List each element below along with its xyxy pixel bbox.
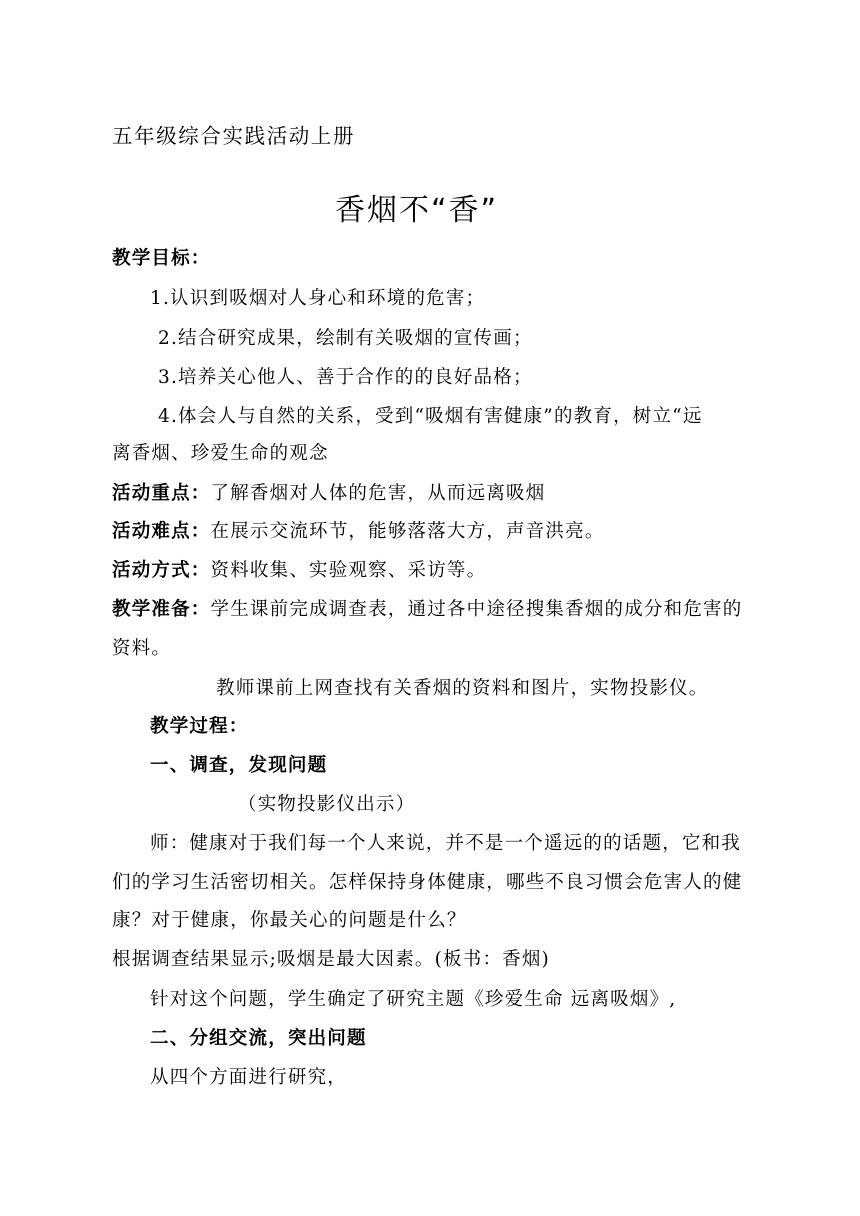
objective-item-4-cont: 离香烟、珍爱生命的观念 [112, 443, 329, 464]
research-topic: 针对这个问题，学生确定了研究主题《珍爱生命 远离吸烟》, [150, 989, 677, 1010]
method-line [112, 559, 486, 583]
lesson-title: 香烟不“香” [335, 193, 499, 228]
preparation-line [112, 598, 742, 622]
section2-text: 从四个方面进行研究， [150, 1067, 348, 1088]
difficulty-text: 在展示交流环节，能够落落大方，声音洪亮。 [210, 521, 605, 542]
difficulty-line [112, 520, 605, 544]
paragraph-line: 康？对于健康，你最关心的问题是什么？ [112, 910, 467, 931]
key-point-label: 活动重点： [112, 483, 211, 504]
projector-note: （实物投影仪出示） [238, 794, 416, 815]
teacher-preparation: 教师课前上网查找有关香烟的资料和图片，实物投影仪。 [216, 678, 709, 699]
paragraph-line: 们的学习生活密切相关。怎样保持身体健康，哪些不良习惯会危害人的健 [112, 872, 743, 893]
section1-heading: 一、调查，发现问题 [150, 755, 328, 776]
objective-item-4: 4.体会人与自然的关系，受到“吸烟有害健康”的教育，树立“远 [158, 406, 703, 427]
difficulty-label: 活动难点： [112, 521, 211, 542]
preparation-cont: 资料。 [112, 638, 172, 659]
survey-result: 根据调查结果显示;吸烟是最大因素。(板书：香烟) [112, 949, 550, 970]
process-label: 教学过程： [150, 716, 249, 737]
objective-item-1: 1.认识到吸烟对人身心和环境的危害； [150, 288, 486, 309]
preparation-text: 学生课前完成调查表，通过各中途径搜集香烟的成分和危害的 [210, 599, 743, 620]
method-text: 资料收集、实验观察、采访等。 [210, 560, 487, 581]
key-point-line [112, 482, 545, 506]
preparation-label: 教学准备： [112, 599, 211, 620]
grade-header: 五年级综合实践活动上册 [112, 124, 356, 148]
objective-item-2: 2.结合研究成果，绘制有关吸烟的宣传画； [158, 328, 533, 349]
paragraph-line: 师：健康对于我们每一个人来说，并不是一个遥远的的话题，它和我 [150, 833, 742, 854]
objectives-label: 教学目标： [112, 248, 211, 269]
section2-heading: 二、分组交流，突出问题 [150, 1028, 367, 1049]
key-point-text: 了解香烟对人体的危害，从而远离吸烟 [210, 483, 546, 504]
objective-item-3: 3.培养关心他人、善于合作的的良好品格； [158, 367, 533, 388]
method-label: 活动方式： [112, 560, 211, 581]
